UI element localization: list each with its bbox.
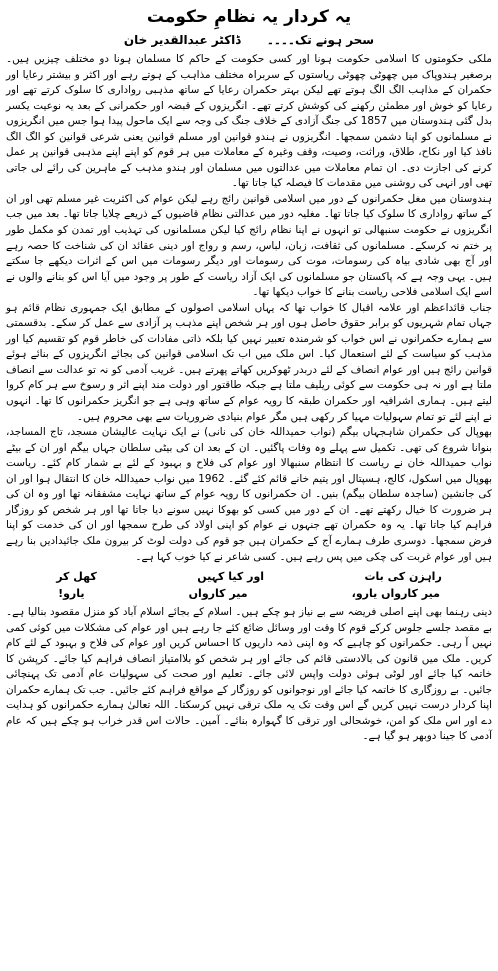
paragraph: بھوپال کی حکمران شاہجہاں بیگم (نواب حمیداللہ خان کی نانی) نے ایک نہایت عالیشان مسجد، تاج المساجد، بنوانا شروع کی تھی۔ تکمیل سے پہلے وہ وفات پاگئیں۔ ان کے بعد ان کی بیٹی سلطان جہاں بیگم اور ان کے بیٹے نواب حمیداللہ خان نے ریاست کا انتظام سنبھالا اور عوام کی فلاح و بہبود کے لئے بے شمار کام کئے۔ ریاست بھوپال میں اسکول، کالج، ہسپتال اور یتیم خانے قائم کئے گئے۔ 1962 میں نواب حمیداللہ خان کا انتقال ہوا اور ان کی جانشین (ساجدہ سلطان بیگم) بنیں۔ ان حکمرانوں کا رویہ عوام کے ساتھ نہایت مشفقانہ تھا اور وہ ان کی ہر ضرورت کا خیال رکھتے تھے۔ ان کے دور میں کسی کو بھوکا نہیں سونے دیا جاتا تھا اور ہر شخص کو روزگار فراہم کیا جاتا تھا۔ یہ وہ حکمران تھے جنہوں نے عوام کو اپنی اولاد کی طرح سمجھا اور ان کی خدمت کو اپنا فرض سمجھا۔ دوسری طرف ہمارے آج کے حکمران ہیں جو قوم کی دولت لوٹ کر بیرون ملک جائیدادیں بنا رہے ہیں اور عوام غربت کی چکی میں پس رہے ہیں۔ کسی شاعر نے کیا خوب کہا ہے۔ bbox=[6, 426, 492, 563]
paragraph: ملکی حکومتوں کا اسلامی حکومت ہونا اور کسی حکومت کے حاکم کا مسلمان ہونا دو مختلف چیزیں ہیں۔ برصغیر ہندوپاک میں چھوٹی چھوٹی ریاستوں کے سربراہ مختلف مذاہب کے ہوتے رہے اور اکثر و بیشتر رعایا اور حکمران کے مذاہب الگ الگ ہوتے تھے لیکن بہتر حکمران رعایا کے ساتھ مذہبی رواداری کا سلوک کرتے تھے اور رعایا کو خوش اور مطمئن رکھنے کی کوشش کرتے تھے۔ انگریزوں کے قبضہ اور حکمرانی کے بعد یہ نوعیت یکسر بدل گئی ہندوستان میں 1857 کی جنگ آزادی کے خلاف جنگ کی وجہ سے ایک ماحول پیدا ہوا جس میں انگریزوں نے مسلمانوں کو اپنا دشمن سمجھا۔ انگریزوں نے ہندو قوانین اور مسلم قوانین یعنی شرعی قوانین کو الگ الگ نافذ کیا اور نکاح، طلاق، وراثت، وصیت، وقف وغیرہ کے معاملات میں ہر قوم کو اپنے اپنے مذہبی قوانین پر عمل کرنے کی اجازت دی۔ ان تمام معاملات میں عدالتوں میں مسلمان اور ہندو مذہب کے ماہرین کی رائے لی جاتی تھی اور انہی کی روشنی میں مقدمات کا فیصلہ کیا جاتا تھا۔ bbox=[6, 53, 492, 190]
paragraph: ہندوستان میں مغل حکمرانوں کے دور میں اسلامی قوانین رائج رہے لیکن عوام کی اکثریت غیر مسلم تھی اور ان کے ساتھ رواداری کا سلوک کیا جاتا تھا۔ مغلیہ دور میں عدالتی نظام قاضیوں کے ذریعے چلایا جاتا تھا۔ بعد میں جب انگریزوں نے حکومت سنبھالی تو انہوں نے اپنا نظام رائج کیا لیکن مسلمانوں کی تہذیب اور تمدن کو مکمل طور پر ختم نہ کرسکے۔ مسلمانوں کی ثقافت، زبان، لباس، رسم و رواج اور دینی عقائد ان کی شناخت کا حصہ رہے اور آج بھی شادی بیاہ کی رسومات، موت کی رسومات اور دیگر رسومات میں اس کے اثرات دیکھے جا سکتے ہیں۔ یہی وجہ ہے کہ پاکستان جو مسلمانوں کی ایک آزاد ریاست کے طور پر وجود میں آیا اس کو بنانے والوں نے اسے ایک اسلامی فلاحی ریاست بنانے کا خواب دیکھا تھا۔ bbox=[6, 192, 492, 299]
verse-line bbox=[6, 585, 492, 602]
article-body bbox=[6, 52, 492, 745]
verse-part: یارو! bbox=[58, 587, 85, 601]
verse-part: اور کیا کہیں bbox=[197, 570, 265, 584]
newspaper-column bbox=[6, 4, 492, 967]
verse-part: کھل کر bbox=[56, 570, 97, 584]
byline-author: ڈاکٹر عبدالقدیر خان bbox=[123, 33, 241, 47]
verse-line bbox=[6, 568, 492, 585]
byline-column-name: سحر ہونے تک۔۔۔۔ bbox=[266, 33, 375, 47]
verse-part: میر کارواں bbox=[188, 587, 248, 601]
poem-verse bbox=[6, 568, 492, 602]
verse-part: میر کارواں یارو، bbox=[351, 587, 440, 601]
article-title: یہ کردار یہ نظامِ حکومت bbox=[146, 7, 352, 27]
byline bbox=[6, 33, 492, 47]
paragraph: جناب قائداعظم اور علامہ اقبال کا خواب تھا کہ یہاں اسلامی اصولوں کے مطابق ایک جمہوری نظام قائم ہو جہاں تمام شہریوں کو برابر حقوق حاصل ہوں اور ہر شخص اپنے مذہب پر آزادی سے عمل کر سکے۔ بدقسمتی سے ہمارے حکمرانوں نے اس خواب کو شرمندہ تعبیر نہیں کیا بلکہ ذاتی مفادات کی خاطر قوم کو تقسیم کیا اور مذہب کو سیاست کے لئے استعمال کیا۔ اس ملک میں اب تک اسلامی قوانین کی بجائے انگریزوں کے بنائے ہوئے قوانین رائج ہیں اور عوام انصاف کے لئے دربدر ٹھوکریں کھاتے پھرتے ہیں۔ غریب آدمی کو نہ تو عدالت سے انصاف ملتا ہے اور نہ ہی حکومت سے کوئی ریلیف ملتا ہے جبکہ طاقتور اور دولت مند اپنے اثر و رسوخ سے ہر کام کروا لیتے ہیں۔ ہماری اشرافیہ اور حکمران طبقہ کا رویہ عوام کے ساتھ وہی ہے جو انگریز حکمرانوں کا تھا۔ انہوں نے اپنے لئے تو تمام سہولیات مہیا کر رکھی ہیں مگر عوام بنیادی ضروریات سے بھی محروم ہیں۔ bbox=[6, 301, 492, 423]
paragraph: دینی رہنما بھی اپنے اصلی فریضہ سے بے نیاز ہو چکے ہیں۔ اسلام کے بجائے اسلام آباد کو منزل مقصود بنالیا ہے۔ بے مقصد جلسے جلوس کرکے قوم کا وقت اور وسائل ضائع کئے جا رہے ہیں اور عوام کی مشکلات میں کوئی کمی نہیں آ رہی۔ حکمرانوں کو چاہیے کہ وہ اپنی ذمہ داریوں کا احساس کریں اور عوام کی فلاح و بہبود کے لئے کام کریں۔ ملک میں قانون کی بالادستی قائم کی جائے اور ہر شخص کو بلاامتیاز انصاف فراہم کیا جائے۔ کرپشن کا خاتمہ کیا جائے اور لوٹی ہوئی دولت واپس لائی جائے۔ تعلیم اور صحت کی سہولیات عام آدمی تک پہنچائی جائیں۔ بے روزگاری کا خاتمہ کیا جائے اور نوجوانوں کو روزگار کے مواقع فراہم کئے جائیں۔ جب تک ہمارے حکمران اپنا کردار درست نہیں کریں گے اس وقت تک یہ ملک ترقی نہیں کرسکتا۔ اللہ تعالیٰ ہمارے حکمرانوں کو ہدایت دے اور اس ملک کو امن، خوشحالی اور ترقی کا گہوارہ بنائے۔ آمین۔ حالات اس قدر خراب ہو چکے ہیں کہ عام آدمی کا جینا دوبھر ہو گیا ہے۔ bbox=[6, 606, 492, 743]
verse-part: راہزن کی بات bbox=[364, 570, 442, 584]
